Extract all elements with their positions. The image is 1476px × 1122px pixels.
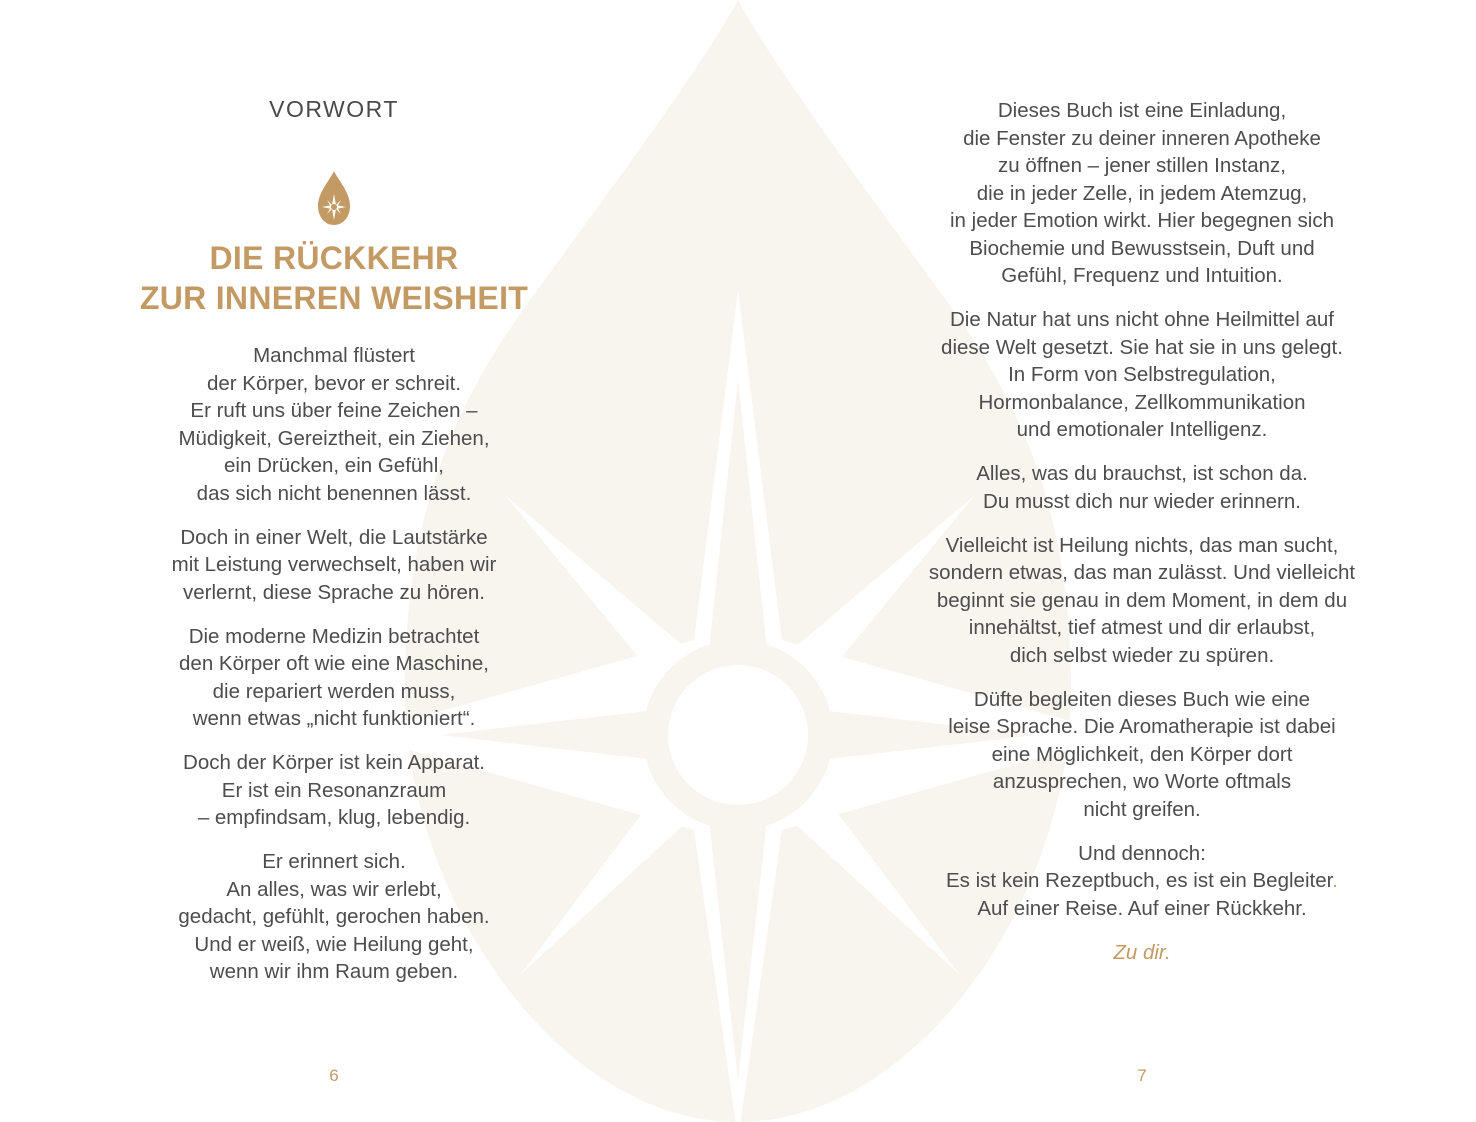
text-line: innehältst, tief atmest und dir erlaubst, — [968, 616, 1316, 639]
text-line — [896, 867, 1388, 895]
paragraph — [896, 840, 1388, 923]
text-line: Dieses Buch ist eine Einladung, — [997, 99, 1287, 122]
text-line: anzusprechen, wo Worte oftmals — [992, 770, 1292, 793]
text-line: diese Welt gesetzt. Sie hat sie in uns gelegt. — [941, 335, 1343, 359]
text-line: ein Drücken, ein Gefühl, — [224, 454, 444, 477]
text-line: nicht greifen. — [1083, 797, 1201, 821]
page-number: 6 — [329, 1066, 339, 1085]
left-page — [118, 0, 550, 1122]
text-line: die Fenster zu deiner inneren Apotheke — [963, 126, 1321, 150]
text-line: Auf einer Reise. Auf einer Rückkehr. — [977, 896, 1307, 920]
text-line: zu öffnen – jener stillen Instanz, — [998, 154, 1286, 177]
closing-line: Zu dir. — [1113, 940, 1171, 964]
text-line: Doch der Körper ist kein Apparat. — [183, 751, 485, 774]
paragraph — [896, 306, 1388, 444]
right-page — [896, 0, 1388, 1122]
text-line: Hormonbalance, Zellkommunikation — [978, 390, 1306, 414]
text-line: Du musst dich nur wieder erinnern. — [983, 489, 1301, 513]
drop-star-icon — [315, 170, 353, 226]
paragraph — [118, 623, 550, 733]
text-line: und emotionaler Intelligenz. — [1016, 418, 1268, 441]
text-line: Müdigkeit, Gereiztheit, ein Ziehen, — [178, 426, 490, 450]
text-line: An alles, was wir erlebt, — [226, 877, 442, 901]
chapter-title — [118, 238, 550, 318]
text-line: die repariert werden muss, — [212, 679, 456, 703]
text-line: dich selbst wieder zu spüren. — [1009, 643, 1275, 667]
text-line: verlernt, diese Sprache zu hören. — [183, 580, 485, 604]
left-body-text — [118, 342, 550, 1002]
text-line: – empfindsam, klug, lebendig. — [197, 806, 471, 829]
text-line: gedacht, gefühlt, gerochen haben. — [178, 905, 490, 928]
paragraph — [896, 97, 1388, 290]
text-line: In Form von Selbstregulation, — [1008, 363, 1276, 386]
text-line: Vielleicht ist Heilung nichts, das man sucht, — [945, 533, 1339, 557]
text-line: Er ist ein Resonanzraum — [221, 778, 447, 802]
text-line: die in jeder Zelle, in jedem Atemzug, — [976, 181, 1308, 205]
text-line: eine Möglichkeit, den Körper dort — [991, 742, 1293, 766]
text-line: mit Leistung verwechselt, haben wir — [171, 553, 497, 576]
text-line: Manchmal flüstert — [253, 344, 415, 367]
text-line: Biochemie und Bewusstsein, Duft und — [969, 236, 1315, 260]
paragraph — [896, 686, 1388, 824]
paragraph — [118, 342, 550, 507]
text-line: Und dennoch: — [1078, 841, 1206, 865]
text-line: beginnt sie genau in dem Moment, in dem du — [936, 588, 1348, 612]
text-line: wenn wir ihm Raum geben. — [209, 960, 459, 983]
title-line: DIE RÜCKKEHR — [209, 240, 459, 276]
text-line: Alles, was du brauchst, ist schon da. — [976, 462, 1308, 485]
text-line: das sich nicht benennen lässt. — [196, 481, 472, 505]
paragraph — [118, 848, 550, 986]
text-line: Und er weiß, wie Heilung geht, — [194, 932, 474, 956]
text-line: der Körper, bevor er schreit. — [206, 371, 462, 395]
text-line: den Körper oft wie eine Maschine, — [179, 652, 489, 675]
text-line: Er erinnert sich. — [262, 850, 406, 873]
text-line: leise Sprache. Die Aromatherapie ist dabei — [948, 715, 1336, 738]
text-line: Die moderne Medizin betrachtet — [188, 624, 480, 648]
paragraph — [896, 460, 1388, 515]
paragraph — [896, 532, 1388, 670]
page-number: 7 — [1137, 1066, 1147, 1085]
accent-period: . — [1332, 869, 1338, 892]
text-line: in jeder Emotion wirkt. Hier begegnen sich — [950, 209, 1334, 232]
paragraph — [118, 749, 550, 832]
paragraph — [896, 939, 1388, 967]
right-body-text — [896, 97, 1388, 983]
text-line: Er ruft uns über feine Zeichen – — [190, 399, 478, 422]
text-segment: Es ist kein Rezeptbuch, es ist ein Begleiter — [946, 869, 1333, 892]
text-line: wenn etwas „nicht funktioniert“. — [192, 707, 476, 730]
section-label: VORWORT — [269, 96, 399, 122]
text-line: sondern etwas, das man zulässt. Und vielleicht — [928, 561, 1356, 584]
text-line: Gefühl, Frequenz und Intuition. — [1001, 264, 1283, 287]
title-line: ZUR INNEREN WEISHEIT — [139, 280, 529, 316]
text-line: Doch in einer Welt, die Lautstärke — [180, 525, 488, 549]
text-line: Die Natur hat uns nicht ohne Heilmittel auf — [949, 308, 1334, 331]
paragraph — [118, 524, 550, 607]
text-line: Düfte begleiten dieses Buch wie eine — [973, 687, 1311, 711]
